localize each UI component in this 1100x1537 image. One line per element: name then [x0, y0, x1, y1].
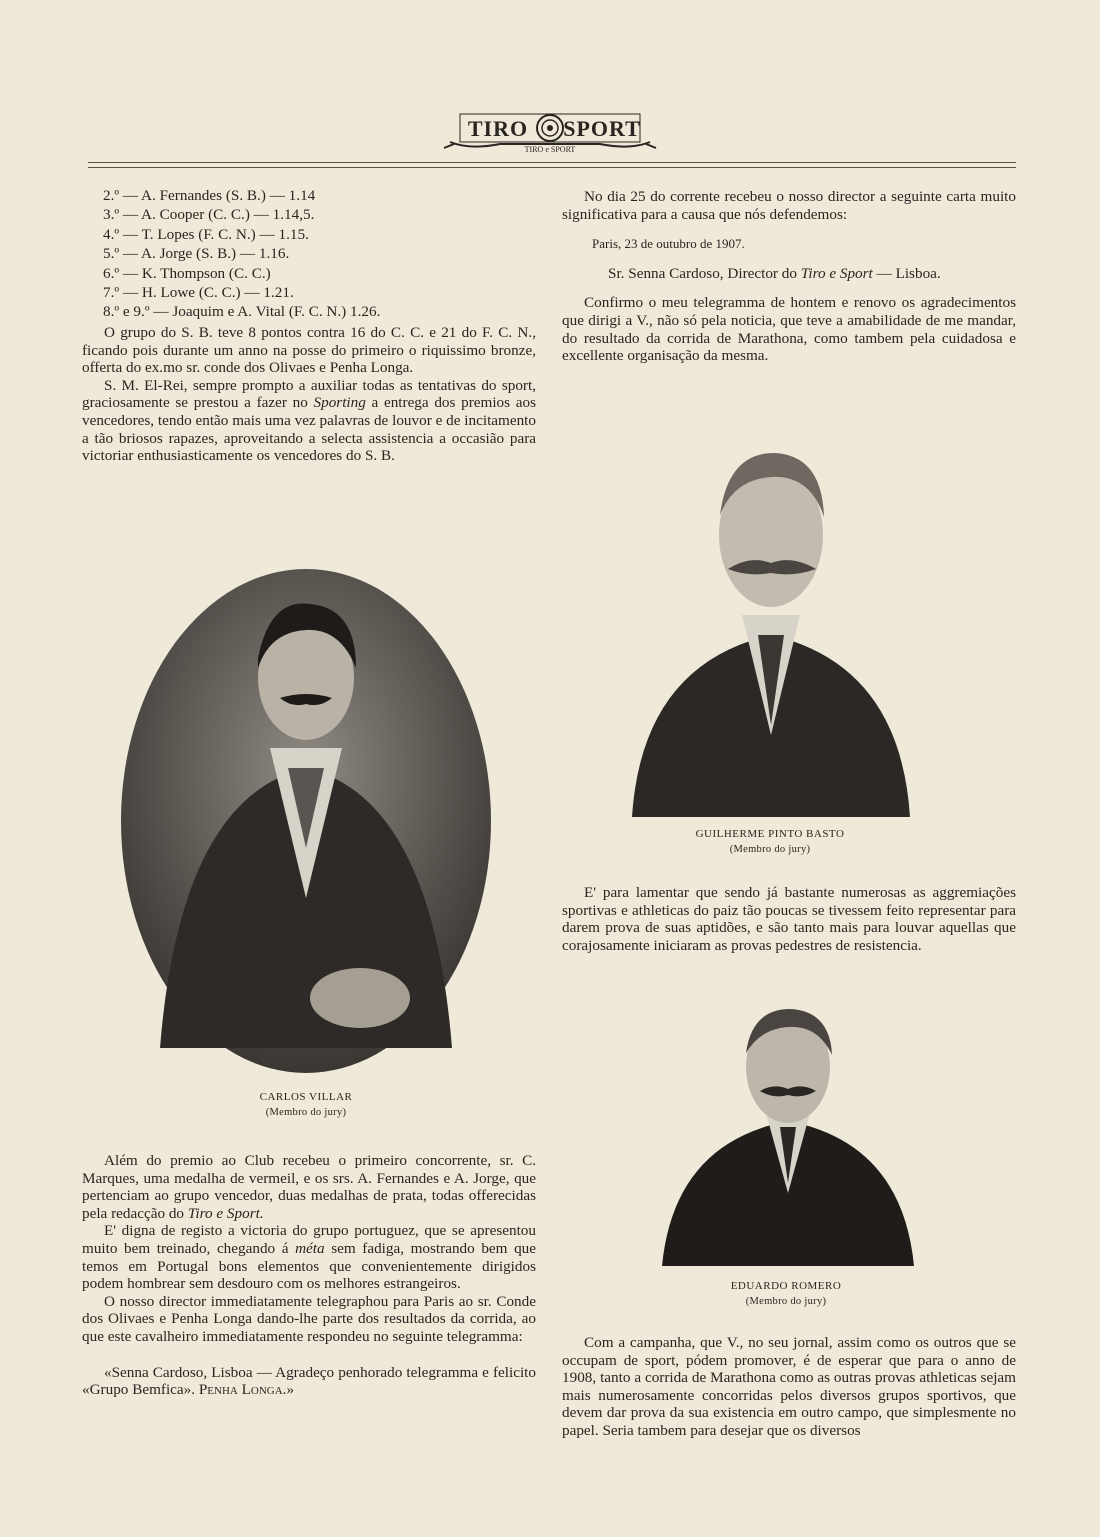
caption-role: (Membro do jury): [729, 844, 811, 855]
paragraph: O nosso director immediatamente telegraphou para Paris ao sr. Conde dos Olivaes e Penha Longa dando-lhe parte dos resultados da corrida, ao que este cavalheiro immediatamente respondeu no seguinte telegramma:: [82, 1292, 536, 1345]
caption-name: CARLOS VILLAR: [259, 1091, 353, 1103]
paragraph: E' para lamentar que sendo já bastante numerosas as aggremiações sportivas e athleticas do paiz tão poucas se tivessem feito representar para darem prova de suas aptidões, e são tanto mais para louvar aquellas que corajosamente iniciaram as provas pedestres de resistencia.: [562, 884, 1016, 954]
svg-text:TIRO e SPORT: TIRO e SPORT: [524, 145, 576, 154]
caption-role: (Membro do jury): [745, 1296, 827, 1307]
address: Sr. Senna Cardoso, Director do Tiro e Sport — Lisboa.: [608, 264, 941, 282]
result-item: 5.º — A. Jorge (S. B.) — 1.16.: [103, 245, 290, 263]
right-paragraphs-middle: [562, 884, 1016, 954]
paragraph: Confirmo o meu telegramma de hontem e renovo os agradecimentos que dirigi a V., não só pela noticia, que teve a amabilidade de me mandar, do resultado da corrida de Marathona, como tambem pela cuidadosa e excellente organisação da mesma.: [562, 294, 1016, 365]
portrait-carlos-villar: [120, 568, 492, 1079]
header-rule-2: [88, 167, 1016, 168]
result-item: 3.º — A. Cooper (C. C.) — 1.14,5.: [103, 206, 315, 224]
portrait-eduardo-romero: [662, 1003, 914, 1271]
paragraph: S. M. El-Rei, sempre prompto a auxiliar todas as tentativas do sport, graciosamente se prestou a fazer no Sporting a entrega dos premios aos vencedores, tendo então mais uma vez palavras de louvor e de incitamento a tão briosos rapazes, aproveitando a selecta assistencia a occasião para victoriar enthusiasticamente os vencedores do S. B.: [82, 376, 536, 465]
right-paragraphs-top: [562, 188, 1016, 365]
portrait-photo: [120, 568, 492, 1074]
left-paragraphs-bottom: [82, 1152, 536, 1399]
result-item: 4.º — T. Lopes (F. C. N.) — 1.15.: [103, 225, 309, 243]
paragraph: E' digna de registo a victoria do grupo portuguez, que se apresentou muito bem treinado, chegando á méta sem fadiga, mostrando bem que temos em Portugal bons elementos que convenientemente dirigidos podem hombrear sem desdouro com os melhores estrangeiros.: [82, 1222, 537, 1293]
caption-eduardo-romero: [686, 1278, 886, 1310]
paragraph: Além do premio ao Club recebeu o primeiro concorrente, sr. C. Marques, uma medalha de vermeil, e os srs. A. Fernandes e A. Jorge, que pertenciam ao grupo vencedor, duas medalhas de prata, todas offerecidas pela redacção do Tiro e Sport.: [82, 1152, 536, 1222]
caption-carlos-villar: [206, 1089, 406, 1121]
caption-name: GUILHERME PINTO BASTO: [695, 828, 845, 840]
portrait-guilherme-pinto-basto: [632, 435, 910, 822]
caption-name: EDUARDO ROMERO: [730, 1280, 842, 1292]
portrait-photo: [662, 1003, 914, 1266]
result-item: 8.º e 9.º — Joaquim e A. Vital (F. C. N.) 1.26.: [103, 303, 381, 321]
caption-role: (Membro do jury): [265, 1107, 347, 1118]
dateline: Paris, 23 de outubro de 1907.: [592, 236, 745, 252]
caption-guilherme-pinto-basto: [670, 826, 870, 858]
masthead-logo: [440, 104, 660, 154]
paragraph: No dia 25 do corrente recebeu o nosso director a seguinte carta muito significativa para a causa que nós defendemos:: [562, 188, 1016, 223]
svg-text:SPORT: SPORT: [563, 116, 641, 141]
telegram: «Senna Cardoso, Lisboa — Agradeço penhorado telegramma e felicito «Grupo Bemfica». Penha Longa.»: [82, 1363, 536, 1399]
results-list: [103, 186, 380, 322]
left-paragraphs-top: [82, 324, 536, 465]
header-rule: [88, 162, 1016, 163]
result-item: 7.º — H. Lowe (C. C.) — 1.21.: [103, 284, 294, 302]
result-item: 2.º — A. Fernandes (S. B.) — 1.14: [103, 187, 316, 204]
tiro-sport-logo: [440, 104, 660, 154]
result-item: 6.º — K. Thompson (C. C.): [103, 264, 271, 282]
paragraph: Com a campanha, que V., no seu jornal, assim como os outros que se occupam de sport, pódem promover, é de esperar que para o anno de 1908, tanto a corrida de Marathona como as outras provas athleticas sejam mais numerosamente concorridas pelos diversos grupos sportivos, que devem dar prova da sua existencia em outro campo, que simplesmente no papel. Seria tambem para desejar que os diversos: [562, 1334, 1016, 1439]
right-paragraphs-bottom: [562, 1334, 1016, 1440]
portrait-photo: [632, 435, 910, 817]
svg-text:TIRO: TIRO: [467, 116, 529, 141]
paragraph: O grupo do S. B. teve 8 pontos contra 16 do C. C. e 21 do F. C. N., ficando pois durante um anno na posse do primeiro o riquissimo bronze, offerta do ex.mo sr. conde dos Olivaes e Penha Longa.: [82, 324, 536, 377]
